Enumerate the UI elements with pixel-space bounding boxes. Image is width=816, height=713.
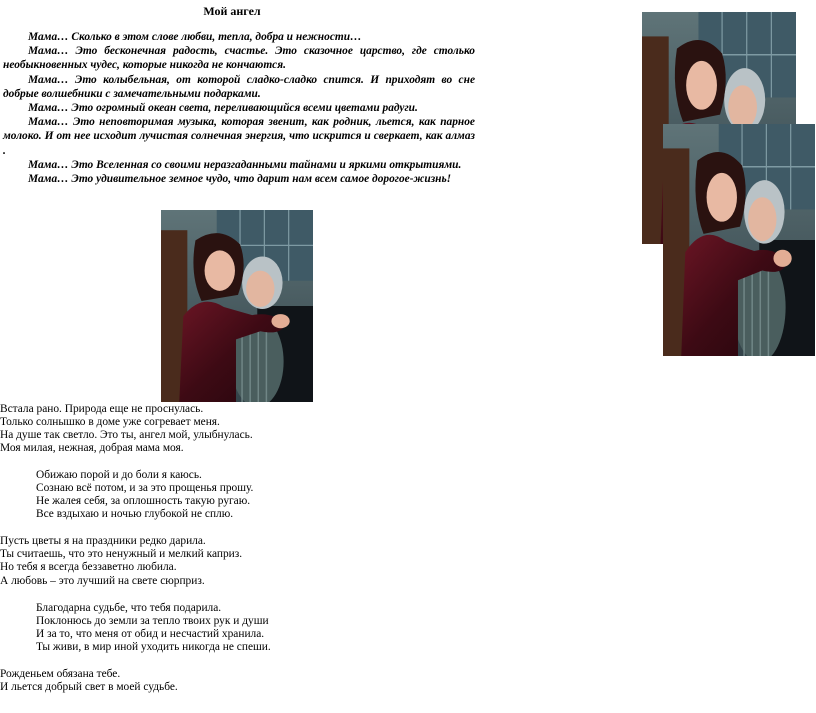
poem-line: Поклонюсь до земли за тепло твоих рук и души [36,614,269,627]
poem-stanza [0,469,500,521]
intro-text [3,30,475,186]
intro-paragraph: Мама… Это бесконечная радость, счастье. Это сказочное царство, где столько необыкновенных чудес, которые никогда не кончаются. [3,45,475,72]
poem-stanza [0,602,500,654]
poem-line: И за то, что меня от обид и несчастий хранила. [36,627,265,640]
poem-line: Встала рано. Природа еще не проснулась. [0,403,204,415]
poem-line: Моя милая, нежная, добрая мама моя. [0,442,184,455]
poem [0,403,500,708]
poem-line: Рожденьем обязана тебе. [0,667,121,680]
poem-line: Ты считаешь, что это ненужный и мелкий каприз. [0,548,243,561]
photo-mother-daughter-center [161,210,313,402]
poem-stanza [0,403,500,455]
poem-line: Только солнышко в доме уже согревает меня. [0,416,220,429]
poem-line: И льется добрый свет в моей судьбе. [0,680,178,693]
poem-line: Не жалея себя, за оплошность такую ругаю. [36,495,251,508]
intro-paragraph: Мама… Это неповторимая музыка, которая звенит, как родник, льется, как парное молоко. И от нее исходит лучистая солнечная энергия, что искрится и сверкает, как алмаз . [3,116,475,157]
poem-line: Пусть цветы я на праздники редко дарила. [0,535,206,548]
poem-line: Обижаю порой и до боли я каюсь. [36,469,202,482]
photo-mother-daughter-right [663,124,815,356]
intro-paragraph: Мама… Это Вселенная со своими неразгаданными тайнами и яркими открытиями. [28,158,462,171]
poem-line: Благодарна судьбе, что тебя подарила. [36,601,222,614]
poem-line: На душе так светло. Это ты, ангел мой, улыбнулась. [0,429,253,442]
poem-line: Все вздыхаю и ночью глубокой не сплю. [36,508,234,521]
document-title: Мой ангел [203,4,261,18]
intro-paragraph: Мама… Это колыбельная, от которой сладко-сладко спится. И приходят во сне добрые волшебники с замечательными подарками. [3,73,475,100]
poem-line: А любовь – это лучший на свете сюрприз. [0,574,205,587]
poem-line: Сознаю всё потом, и за это прощенья прошу. [36,482,254,495]
intro-paragraph: Мама… Сколько в этом слове любви, тепла, добра и нежности… [28,31,362,43]
intro-paragraph: Мама… Это удивительное земное чудо, что дарит нам всем самое дорогое-жизнь! [28,173,452,186]
poem-stanza [0,535,500,587]
intro-paragraph: Мама… Это огромный океан света, переливающийся всеми цветами радуги. [28,102,418,115]
poem-line: Ты живи, в мир иной уходить никогда не спеши. [36,640,271,653]
poem-stanza [0,668,500,694]
poem-line: Но тебя я всегда беззаветно любила. [0,561,177,574]
